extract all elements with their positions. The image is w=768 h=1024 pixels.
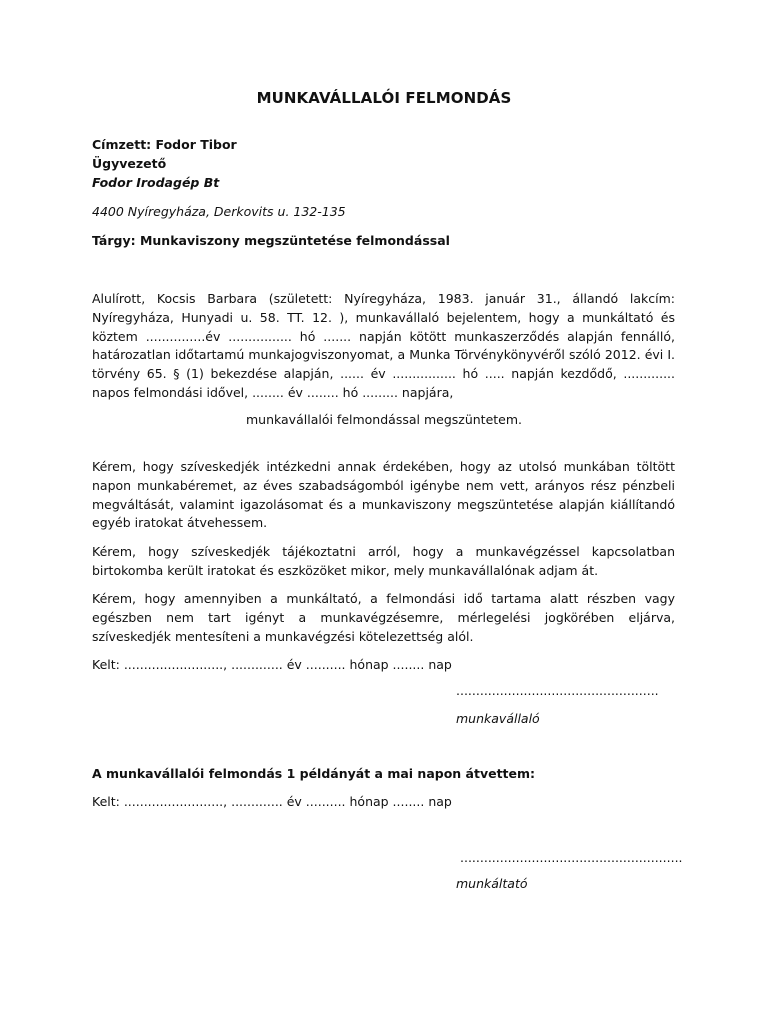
- receipt-statement: A munkavállalói felmondás 1 példányát a mai napon átvettem:: [92, 766, 536, 781]
- document-title: MUNKAVÁLLALÓI FELMONDÁS: [256, 89, 512, 107]
- paragraph-exemption-request: Kérem, hogy amennyiben a munkáltató, a felmondási idő tartama alatt részben vagy egészben nem tart igényt a munkavégzésemre, mérlegelési jogkörében eljárva, szíveskedjék mentesíteni a munkavégzési kötelezettség alól.: [92, 591, 675, 644]
- signature-line-employee: ...................................................: [456, 683, 659, 698]
- paragraph-notice: Alulírott, Kocsis Barbara (született: Nyíregyháza, 1983. január 31., állandó lakcím: Nyíregyháza, Hunyadi u. 58. TT. 12. ), munkavállaló bejelentem, hogy a munkáltató és köztem ...............év ................ hó ....... napján kötött munkaszerződés alapján fennálló, határozatlan időtartamú munkajogviszonyomat, a Munka Törvénykönyvéről szóló 2012. évi I. törvény 65. § (1) bekezdése alapján, ...... év ................ hó ..... napján kezdődő, ............. napos felmondási idővel, ........ év ........ hó ......... napjára,: [92, 291, 675, 400]
- signature-label-employee: munkavállaló: [456, 711, 540, 726]
- recipient-line: Címzett: Fodor Tibor: [92, 137, 237, 152]
- date-line-employer: Kelt: ........................., ............. év .......... hónap ........ nap: [92, 794, 452, 809]
- subject-line: Tárgy: Munkaviszony megszüntetése felmondással: [92, 233, 450, 248]
- recipient-company: Fodor Irodagép Bt: [92, 175, 220, 190]
- date-line-employee: Kelt: ........................., ............. év .......... hónap ........ nap: [92, 657, 452, 672]
- recipient-role: Ügyvezető: [92, 156, 167, 171]
- paragraph-payment-request: Kérem, hogy szíveskedjék intézkedni annak érdekében, hogy az utolsó munkában töltött napon munkabéremet, az éves szabadságomból igénybe nem vett, arányos rész pénzbeli megváltását, valamint igazolásomat és a munkaviszony megszüntetése alapján kiállítandó egyéb iratokat átvehessem.: [92, 459, 675, 531]
- paragraph-notice-conclusion: munkavállalói felmondással megszüntetem.: [245, 412, 523, 427]
- signature-label-employer: munkáltató: [456, 876, 528, 891]
- recipient-address: 4400 Nyíregyháza, Derkovits u. 132-135: [92, 204, 346, 219]
- paragraph-handover-request: Kérem, hogy szíveskedjék tájékoztatni arról, hogy a munkavégzéssel kapcsolatban birtokomba került iratokat és eszközöket mikor, mely munkavállalónak adjam át.: [92, 544, 675, 578]
- signature-line-employer: ........................................................: [460, 850, 683, 865]
